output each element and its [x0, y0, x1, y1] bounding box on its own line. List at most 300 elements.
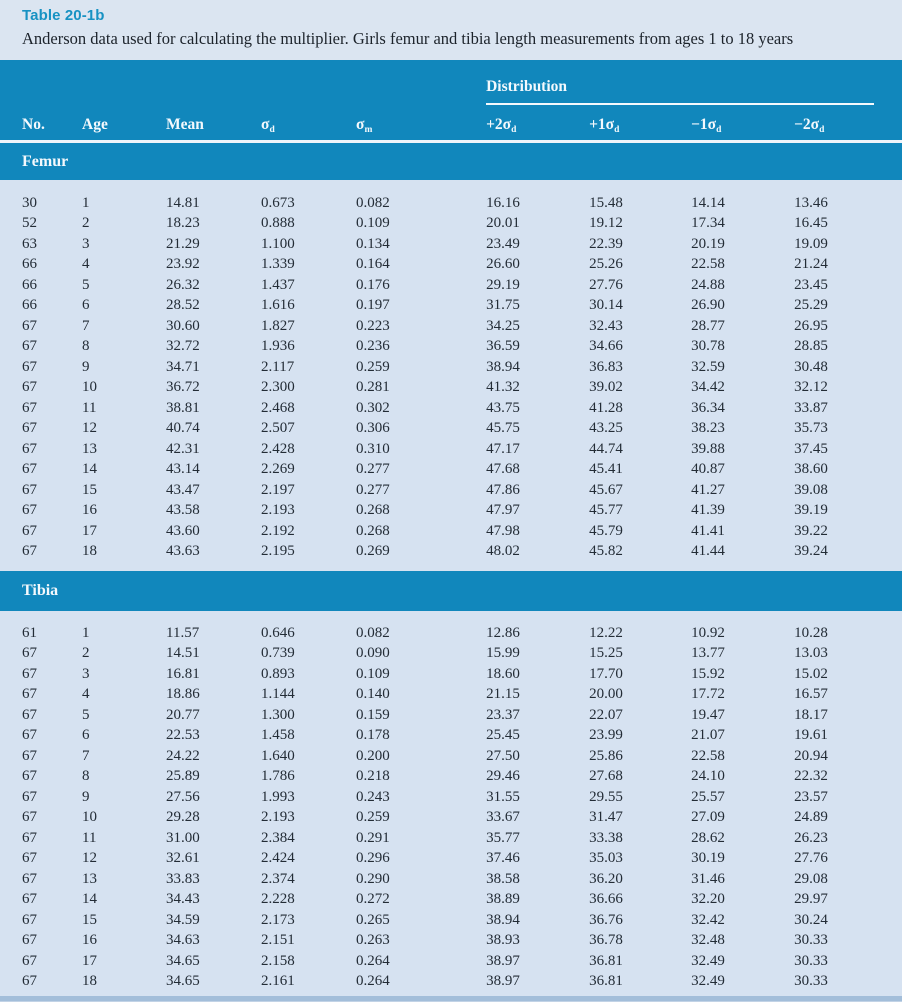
- table-cell: 43.25: [567, 419, 669, 440]
- table-cell: 17: [60, 521, 144, 542]
- table-row: [0, 726, 902, 747]
- table-cell: 1.786: [239, 767, 334, 788]
- table-row: [0, 972, 902, 993]
- table-cell: 17.72: [669, 685, 772, 706]
- table-cell: 45.41: [567, 460, 669, 481]
- table-cell: 9: [60, 357, 144, 378]
- table-cell: 20.94: [772, 746, 902, 767]
- table-cell: 1.936: [239, 337, 334, 358]
- table-cell: 33.83: [144, 869, 239, 890]
- table-cell: 4: [60, 255, 144, 276]
- table-cell: 18.60: [464, 664, 567, 685]
- table-cell: 67: [0, 644, 60, 665]
- table-cell: 23.92: [144, 255, 239, 276]
- table-cell: 36.83: [567, 357, 669, 378]
- table-cell: 30.19: [669, 849, 772, 870]
- table-cell: 27.76: [567, 275, 669, 296]
- table-cell: 40.74: [144, 419, 239, 440]
- table-cell: 63: [0, 234, 60, 255]
- table-cell: 41.44: [669, 542, 772, 563]
- table-row: [0, 234, 902, 255]
- table-cell: 0.109: [334, 214, 464, 235]
- table-cell: 38.94: [464, 910, 567, 931]
- table-cell: 0.082: [334, 623, 464, 644]
- table-cell: 32.12: [772, 378, 902, 399]
- table-cell: 36.76: [567, 910, 669, 931]
- col-header-sigma-m: $\sigma_m$: [334, 105, 464, 140]
- table-cell: 12.86: [464, 623, 567, 644]
- table-row: [0, 337, 902, 358]
- distribution-group-header: Distribution: [486, 78, 568, 95]
- table-cell: 24.22: [144, 746, 239, 767]
- table-cell: 26.60: [464, 255, 567, 276]
- table-cell: 32.61: [144, 849, 239, 870]
- table-cell: 1.339: [239, 255, 334, 276]
- table-cell: 36.66: [567, 890, 669, 911]
- table-cell: 5: [60, 705, 144, 726]
- table-cell: 29.55: [567, 787, 669, 808]
- table-cell: 0.263: [334, 931, 464, 952]
- table-cell: 1.827: [239, 316, 334, 337]
- table-cell: 47.68: [464, 460, 567, 481]
- table-cell: 41.32: [464, 378, 567, 399]
- table-cell: 2.161: [239, 972, 334, 993]
- table-cell: 34.42: [669, 378, 772, 399]
- table-row: [0, 910, 902, 931]
- table-cell: 45.77: [567, 501, 669, 522]
- col-header-minus-1-sigma: $-1\sigma_d$: [669, 105, 772, 140]
- table-cell: 40.87: [669, 460, 772, 481]
- table-cell: 67: [0, 828, 60, 849]
- table-cell: 67: [0, 869, 60, 890]
- table-cell: 12: [60, 419, 144, 440]
- table-cell: 0.218: [334, 767, 464, 788]
- table-cell: 2.197: [239, 480, 334, 501]
- table-cell: 33.87: [772, 398, 902, 419]
- table-cell: 38.58: [464, 869, 567, 890]
- table-cell: 26.90: [669, 296, 772, 317]
- table-cell: 45.79: [567, 521, 669, 542]
- table-cell: 1.300: [239, 705, 334, 726]
- col-header-mean: Mean: [144, 105, 239, 140]
- table-cell: 43.14: [144, 460, 239, 481]
- table-row: [0, 378, 902, 399]
- table-cell: 0.264: [334, 972, 464, 993]
- table-cell: 0.178: [334, 726, 464, 747]
- table-cell: 36.59: [464, 337, 567, 358]
- table-row: [0, 501, 902, 522]
- table-cell: 0.296: [334, 849, 464, 870]
- table-cell: 0.277: [334, 480, 464, 501]
- table-cell: 43.60: [144, 521, 239, 542]
- table-cell: 28.85: [772, 337, 902, 358]
- table-cell: 67: [0, 419, 60, 440]
- table-cell: 36.34: [669, 398, 772, 419]
- table-cell: 2: [60, 644, 144, 665]
- table-cell: 38.97: [464, 972, 567, 993]
- table-cell: 0.164: [334, 255, 464, 276]
- table-cell: 39.22: [772, 521, 902, 542]
- table-cell: 38.60: [772, 460, 902, 481]
- table-cell: 2.173: [239, 910, 334, 931]
- table-row: [0, 255, 902, 276]
- table-row: [0, 316, 902, 337]
- table-cell: 21.15: [464, 685, 567, 706]
- table-cell: 33.38: [567, 828, 669, 849]
- table-cell: 36.81: [567, 972, 669, 993]
- table-row: [0, 398, 902, 419]
- table-cell: 67: [0, 664, 60, 685]
- anderson-data-table: [0, 60, 902, 993]
- col-header-minus-2-sigma: $-2\sigma_d$: [772, 105, 902, 140]
- table-cell: 33.67: [464, 808, 567, 829]
- table-row: [0, 890, 902, 911]
- table-row: [0, 664, 902, 685]
- column-header-row: [0, 105, 902, 140]
- table-cell: 13: [60, 869, 144, 890]
- table-row: [0, 685, 902, 706]
- table-cell: 30.24: [772, 910, 902, 931]
- table-cell: 35.77: [464, 828, 567, 849]
- table-row: [0, 542, 902, 563]
- table-cell: 34.65: [144, 972, 239, 993]
- table-row: [0, 419, 902, 440]
- table-cell: 12: [60, 849, 144, 870]
- col-header-plus-1-sigma: $+1\sigma_d$: [567, 105, 669, 140]
- table-cell: 45.67: [567, 480, 669, 501]
- table-cell: 47.97: [464, 501, 567, 522]
- table-cell: 2.193: [239, 808, 334, 829]
- table-cell: 15: [60, 910, 144, 931]
- table-cell: 39.88: [669, 439, 772, 460]
- table-cell: 38.23: [669, 419, 772, 440]
- table-cell: 29.97: [772, 890, 902, 911]
- table-cell: 38.89: [464, 890, 567, 911]
- table-cell: 2.192: [239, 521, 334, 542]
- table-cell: 32.20: [669, 890, 772, 911]
- table-cell: 0.281: [334, 378, 464, 399]
- table-cell: 11: [60, 828, 144, 849]
- table-cell: 0.265: [334, 910, 464, 931]
- table-cell: 23.57: [772, 787, 902, 808]
- table-cell: 16: [60, 501, 144, 522]
- table-cell: 0.134: [334, 234, 464, 255]
- table-cell: 25.89: [144, 767, 239, 788]
- table-cell: 25.45: [464, 726, 567, 747]
- spacer: [0, 562, 902, 571]
- table-cell: 18: [60, 542, 144, 563]
- table-cell: 14.51: [144, 644, 239, 665]
- table-cell: 14.81: [144, 193, 239, 214]
- table-cell: 41.41: [669, 521, 772, 542]
- table-cell: 37.45: [772, 439, 902, 460]
- table-cell: 67: [0, 746, 60, 767]
- table-cell: 43.63: [144, 542, 239, 563]
- table-cell: 30.48: [772, 357, 902, 378]
- table-cell: 67: [0, 685, 60, 706]
- table-cell: 30.33: [772, 972, 902, 993]
- table-cell: 15.02: [772, 664, 902, 685]
- table-cell: 29.08: [772, 869, 902, 890]
- table-cell: 12.22: [567, 623, 669, 644]
- table-cell: 10.28: [772, 623, 902, 644]
- table-cell: 6: [60, 726, 144, 747]
- table-cell: 44.74: [567, 439, 669, 460]
- table-cell: 24.89: [772, 808, 902, 829]
- table-cell: 24.88: [669, 275, 772, 296]
- table-cell: 1.993: [239, 787, 334, 808]
- table-cell: 1: [60, 193, 144, 214]
- table-cell: 32.49: [669, 951, 772, 972]
- title-area: [0, 0, 902, 60]
- table-cell: 27.56: [144, 787, 239, 808]
- table-cell: 14.14: [669, 193, 772, 214]
- femur-rows: [0, 193, 902, 562]
- table-cell: 32.48: [669, 931, 772, 952]
- table-cell: 8: [60, 767, 144, 788]
- table-cell: 15.48: [567, 193, 669, 214]
- table-row: [0, 931, 902, 952]
- table-cell: 28.52: [144, 296, 239, 317]
- table-row: [0, 849, 902, 870]
- table-cell: 67: [0, 951, 60, 972]
- table-cell: 30.78: [669, 337, 772, 358]
- table-cell: 25.86: [567, 746, 669, 767]
- page-bottom-edge: [0, 993, 902, 1002]
- spacer: [0, 611, 902, 623]
- header-band-blank: [0, 60, 464, 105]
- table-cell: 2.269: [239, 460, 334, 481]
- table-cell: 47.17: [464, 439, 567, 460]
- table-cell: 7: [60, 746, 144, 767]
- table-cell: 0.646: [239, 623, 334, 644]
- table-cell: 34.71: [144, 357, 239, 378]
- table-cell: 35.73: [772, 419, 902, 440]
- table-cell: 0.159: [334, 705, 464, 726]
- table-cell: 19.12: [567, 214, 669, 235]
- table-row: [0, 439, 902, 460]
- table-cell: 47.86: [464, 480, 567, 501]
- table-cell: 2.428: [239, 439, 334, 460]
- table-cell: 67: [0, 460, 60, 481]
- table-cell: 29.46: [464, 767, 567, 788]
- table-cell: 35.03: [567, 849, 669, 870]
- table-cell: 2.300: [239, 378, 334, 399]
- table-cell: 27.68: [567, 767, 669, 788]
- table-cell: 2.117: [239, 357, 334, 378]
- table-cell: 15.92: [669, 664, 772, 685]
- table-cell: 67: [0, 726, 60, 747]
- table-cell: 38.81: [144, 398, 239, 419]
- table-cell: 67: [0, 316, 60, 337]
- table-cell: 30.60: [144, 316, 239, 337]
- table-cell: 0.090: [334, 644, 464, 665]
- table-cell: 27.50: [464, 746, 567, 767]
- table-cell: 17.34: [669, 214, 772, 235]
- table-cell: 2.228: [239, 890, 334, 911]
- table-cell: 34.25: [464, 316, 567, 337]
- table-cell: 17: [60, 951, 144, 972]
- femur-section-header: Femur: [0, 143, 902, 180]
- table-cell: 38.94: [464, 357, 567, 378]
- table-cell: 18.86: [144, 685, 239, 706]
- table-cell: 22.39: [567, 234, 669, 255]
- table-cell: 22.07: [567, 705, 669, 726]
- table-row: [0, 951, 902, 972]
- table-cell: 67: [0, 501, 60, 522]
- table-cell: 16.45: [772, 214, 902, 235]
- table-cell: 67: [0, 767, 60, 788]
- table-cell: 43.75: [464, 398, 567, 419]
- table-cell: 31.47: [567, 808, 669, 829]
- col-header-age: Age: [60, 105, 144, 140]
- table-cell: 0.259: [334, 357, 464, 378]
- table-cell: 6: [60, 296, 144, 317]
- table-cell: 1.640: [239, 746, 334, 767]
- table-cell: 1.144: [239, 685, 334, 706]
- table-cell: 67: [0, 705, 60, 726]
- table-cell: 31.46: [669, 869, 772, 890]
- table-cell: 0.739: [239, 644, 334, 665]
- table-cell: 22.58: [669, 255, 772, 276]
- table-cell: 16: [60, 931, 144, 952]
- table-cell: 39.24: [772, 542, 902, 563]
- table-cell: 67: [0, 972, 60, 993]
- table-cell: 66: [0, 255, 60, 276]
- table-cell: 36.78: [567, 931, 669, 952]
- table-cell: 34.43: [144, 890, 239, 911]
- table-cell: 24.10: [669, 767, 772, 788]
- table-cell: 31.75: [464, 296, 567, 317]
- table-cell: 9: [60, 787, 144, 808]
- table-row: [0, 521, 902, 542]
- table-cell: 0.673: [239, 193, 334, 214]
- table-cell: 2.424: [239, 849, 334, 870]
- table-row: [0, 746, 902, 767]
- table-cell: 2: [60, 214, 144, 235]
- col-header-plus-2-sigma: $+2\sigma_d$: [464, 105, 567, 140]
- table-cell: 18.23: [144, 214, 239, 235]
- table-cell: 28.62: [669, 828, 772, 849]
- table-row: [0, 644, 902, 665]
- table-cell: 2.507: [239, 419, 334, 440]
- table-cell: 67: [0, 849, 60, 870]
- table-cell: 0.176: [334, 275, 464, 296]
- table-cell: 30: [0, 193, 60, 214]
- table-cell: 22.32: [772, 767, 902, 788]
- table-cell: 52: [0, 214, 60, 235]
- table-cell: 43.58: [144, 501, 239, 522]
- table-cell: 30.14: [567, 296, 669, 317]
- table-cell: 38.93: [464, 931, 567, 952]
- table-cell: 32.43: [567, 316, 669, 337]
- table-cell: 32.49: [669, 972, 772, 993]
- table-cell: 39.19: [772, 501, 902, 522]
- table-row: [0, 296, 902, 317]
- table-cell: 11.57: [144, 623, 239, 644]
- table-cell: 67: [0, 521, 60, 542]
- table-row: [0, 623, 902, 644]
- table-cell: 67: [0, 808, 60, 829]
- table-cell: 66: [0, 296, 60, 317]
- table-cell: 10.92: [669, 623, 772, 644]
- table-cell: 42.31: [144, 439, 239, 460]
- table-cell: 1.437: [239, 275, 334, 296]
- table-cell: 37.46: [464, 849, 567, 870]
- table-cell: 3: [60, 664, 144, 685]
- table-cell: 10: [60, 808, 144, 829]
- table-cell: 2.384: [239, 828, 334, 849]
- table-cell: 16.57: [772, 685, 902, 706]
- table-row: [0, 767, 902, 788]
- table-cell: 0.893: [239, 664, 334, 685]
- table-cell: 67: [0, 931, 60, 952]
- table-cell: 3: [60, 234, 144, 255]
- table-cell: 20.19: [669, 234, 772, 255]
- table-cell: 1.458: [239, 726, 334, 747]
- table-cell: 27.09: [669, 808, 772, 829]
- table-row: [0, 828, 902, 849]
- table-cell: 20.01: [464, 214, 567, 235]
- table-cell: 0.268: [334, 501, 464, 522]
- table-row: [0, 787, 902, 808]
- table-cell: 66: [0, 275, 60, 296]
- table-cell: 36.81: [567, 951, 669, 972]
- table-cell: 5: [60, 275, 144, 296]
- table-cell: 67: [0, 480, 60, 501]
- table-cell: 67: [0, 398, 60, 419]
- table-cell: 25.26: [567, 255, 669, 276]
- table-cell: 0.888: [239, 214, 334, 235]
- table-cell: 0.272: [334, 890, 464, 911]
- table-cell: 43.47: [144, 480, 239, 501]
- table-row: [0, 214, 902, 235]
- table-cell: 17.70: [567, 664, 669, 685]
- table-cell: 20.77: [144, 705, 239, 726]
- table-cell: 32.72: [144, 337, 239, 358]
- table-cell: 11: [60, 398, 144, 419]
- table-cell: 28.77: [669, 316, 772, 337]
- table-cell: 30.33: [772, 931, 902, 952]
- table-row: [0, 357, 902, 378]
- table-cell: 67: [0, 542, 60, 563]
- tibia-section-header: Tibia: [0, 571, 902, 611]
- table-cell: 13.03: [772, 644, 902, 665]
- table-cell: 0.200: [334, 746, 464, 767]
- table-cell: 0.109: [334, 664, 464, 685]
- table-cell: 67: [0, 890, 60, 911]
- table-cell: 67: [0, 439, 60, 460]
- table-cell: 26.23: [772, 828, 902, 849]
- table-cell: 0.268: [334, 521, 464, 542]
- table-cell: 32.42: [669, 910, 772, 931]
- table-cell: 2.468: [239, 398, 334, 419]
- table-cell: 25.57: [669, 787, 772, 808]
- table-cell: 34.65: [144, 951, 239, 972]
- table-cell: 2.193: [239, 501, 334, 522]
- table-cell: 0.291: [334, 828, 464, 849]
- table-cell: 67: [0, 337, 60, 358]
- table-cell: 19.61: [772, 726, 902, 747]
- table-cell: 67: [0, 910, 60, 931]
- table-cell: 39.08: [772, 480, 902, 501]
- distribution-group-cell: [464, 60, 902, 105]
- table-cell: 0.264: [334, 951, 464, 972]
- table-subtitle: Anderson data used for calculating the multiplier. Girls femur and tibia length measurements from ages 1 to 18 years: [22, 29, 794, 48]
- table-row: [0, 705, 902, 726]
- table-cell: 7: [60, 316, 144, 337]
- table-cell: 2.195: [239, 542, 334, 563]
